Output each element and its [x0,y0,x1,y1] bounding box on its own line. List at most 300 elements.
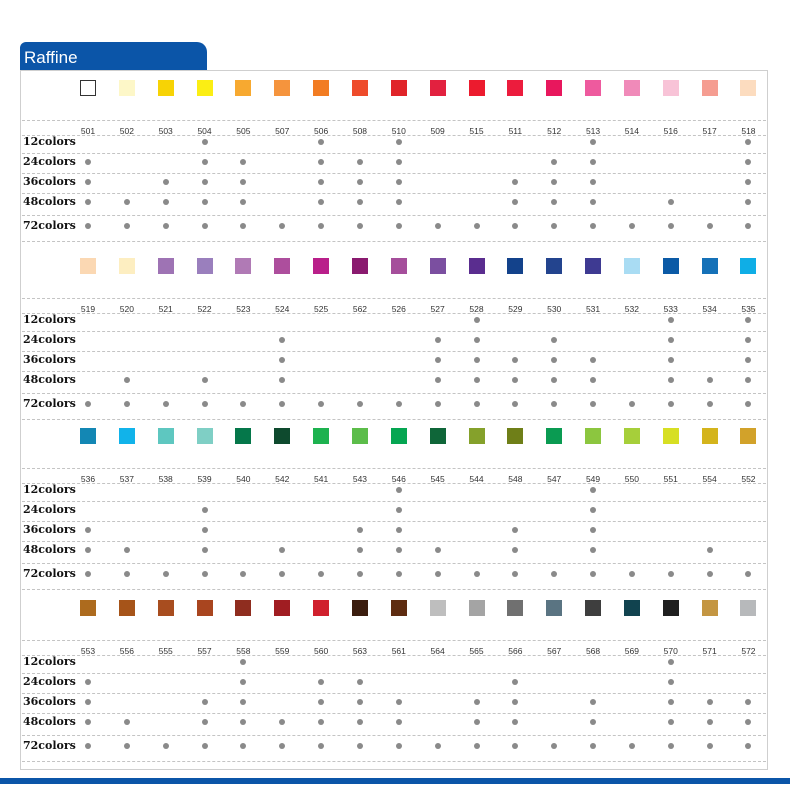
included-dot [124,401,130,407]
set-label-36colors: 36colors [23,353,76,366]
included-dot [590,743,596,749]
included-dot [474,719,480,725]
color-code-label: 533 [663,304,678,314]
included-dot [707,699,713,705]
row-separator [22,521,766,522]
included-dot [202,507,208,513]
color-swatch-563 [352,600,368,616]
set-label-24colors: 24colors [23,333,76,346]
included-dot [668,401,674,407]
color-swatch-539 [197,428,213,444]
color-code-label: 553 [80,646,96,656]
included-dot [668,317,674,323]
included-dot [202,527,208,533]
included-dot [396,139,402,145]
included-dot [474,377,480,383]
row-separator [22,468,766,469]
row-separator [22,371,766,372]
included-dot [668,571,674,577]
color-code-label: 535 [741,304,756,314]
color-code-label: 563 [352,646,368,656]
included-dot [590,487,596,493]
row-separator [22,173,766,174]
color-code-label: 515 [469,126,484,136]
color-swatch-554 [702,428,718,444]
included-dot [668,223,674,229]
color-code-label: 511 [508,126,523,136]
row-separator [22,193,766,194]
color-code-label: 551 [663,474,678,484]
color-code-label: 559 [275,646,290,656]
color-swatch-543 [352,428,368,444]
included-dot [357,401,363,407]
included-dot [357,547,363,553]
color-code-label: 554 [702,474,717,484]
color-swatch-562 [352,258,368,274]
set-label-24colors: 24colors [23,155,76,168]
color-swatch-555 [158,600,174,616]
color-swatch-542 [274,428,290,444]
color-code-label: 547 [547,474,562,484]
included-dot [85,699,91,705]
color-code-label: 510 [391,126,406,136]
color-code-label: 536 [80,474,96,484]
color-code-label: 546 [391,474,406,484]
color-code-label: 568 [585,646,601,656]
included-dot [629,401,635,407]
included-dot [85,743,91,749]
color-swatch-512 [546,80,562,96]
included-dot [590,719,596,725]
color-swatch-510 [391,80,407,96]
color-swatch-541 [313,428,329,444]
color-code-label: 565 [469,646,484,656]
set-label-72colors: 72colors [23,219,76,232]
color-code-label: 532 [624,304,639,314]
included-dot [202,743,208,749]
color-swatch-553 [80,600,96,616]
set-label-72colors: 72colors [23,397,76,410]
color-swatch-527 [430,258,446,274]
set-label-12colors: 12colors [23,313,76,326]
color-swatch-535 [740,258,756,274]
included-dot [590,401,596,407]
included-dot [474,401,480,407]
color-code-label: 516 [663,126,678,136]
included-dot [590,377,596,383]
color-swatch-551 [663,428,679,444]
included-dot [668,357,674,363]
included-dot [396,223,402,229]
color-swatch-560 [313,600,329,616]
color-swatch-508 [352,80,368,96]
included-dot [163,571,169,577]
row-separator [22,153,766,154]
color-code-label: 518 [741,126,756,136]
included-dot [590,357,596,363]
color-code-label: 502 [119,126,134,136]
color-code-label: 545 [430,474,445,484]
set-label-48colors: 48colors [23,543,76,556]
color-swatch-559 [274,600,290,616]
set-label-72colors: 72colors [23,567,76,580]
row-separator [22,501,766,502]
included-dot [85,679,91,685]
included-dot [590,179,596,185]
included-dot [668,679,674,685]
color-code-label: 558 [236,646,251,656]
included-dot [707,223,713,229]
color-swatch-515 [469,80,485,96]
included-dot [707,719,713,725]
included-dot [163,179,169,185]
included-dot [590,223,596,229]
included-dot [590,199,596,205]
included-dot [435,743,441,749]
included-dot [202,139,208,145]
color-swatch-523 [235,258,251,274]
color-swatch-531 [585,258,601,274]
color-swatch-544 [469,428,485,444]
included-dot [357,223,363,229]
color-swatch-526 [391,258,407,274]
color-code-label: 562 [352,304,368,314]
included-dot [357,527,363,533]
color-code-label: 521 [158,304,173,314]
included-dot [396,179,402,185]
color-swatch-549 [585,428,601,444]
color-swatch-572 [740,600,756,616]
row-separator [22,120,766,121]
included-dot [124,223,130,229]
color-swatch-524 [274,258,290,274]
row-separator [22,640,766,641]
color-swatch-537 [119,428,135,444]
color-code-label: 525 [314,304,329,314]
included-dot [435,571,441,577]
color-code-label: 569 [624,646,639,656]
color-code-label: 543 [352,474,368,484]
included-dot [668,719,674,725]
color-code-label: 507 [275,126,290,136]
color-swatch-520 [119,258,135,274]
color-code-label: 539 [197,474,212,484]
color-swatch-534 [702,258,718,274]
included-dot [202,377,208,383]
set-label-36colors: 36colors [23,175,76,188]
color-swatch-557 [197,600,213,616]
color-code-label: 548 [508,474,523,484]
color-code-label: 506 [314,126,329,136]
included-dot [85,527,91,533]
included-dot [435,337,441,343]
included-dot [85,547,91,553]
color-swatch-517 [702,80,718,96]
included-dot [474,571,480,577]
included-dot [668,377,674,383]
included-dot [357,699,363,705]
color-swatch-506 [313,80,329,96]
included-dot [163,223,169,229]
row-separator [22,298,766,299]
included-dot [85,159,91,165]
color-code-label: 513 [585,126,601,136]
color-swatch-532 [624,258,640,274]
included-dot [396,743,402,749]
color-code-label: 570 [663,646,678,656]
included-dot [396,527,402,533]
page-title: Raffine [24,48,78,67]
color-code-label: 566 [508,646,523,656]
color-swatch-550 [624,428,640,444]
included-dot [396,199,402,205]
included-dot [396,699,402,705]
included-dot [357,179,363,185]
color-swatch-565 [469,600,485,616]
color-code-label: 556 [119,646,134,656]
included-dot [474,743,480,749]
included-dot [85,179,91,185]
color-swatch-511 [507,80,523,96]
included-dot [85,199,91,205]
included-dot [629,743,635,749]
color-swatch-567 [546,600,562,616]
color-code-label: 541 [314,474,329,484]
color-swatch-501 [80,80,96,96]
row-separator [22,735,766,736]
color-swatch-530 [546,258,562,274]
color-code-label: 503 [158,126,173,136]
color-code-label: 526 [391,304,406,314]
set-label-12colors: 12colors [23,655,76,668]
included-dot [396,571,402,577]
color-swatch-519 [80,258,96,274]
color-code-label: 508 [352,126,368,136]
included-dot [85,719,91,725]
color-code-label: 531 [585,304,601,314]
included-dot [357,719,363,725]
included-dot [163,743,169,749]
included-dot [357,679,363,685]
included-dot [124,199,130,205]
color-code-label: 530 [547,304,562,314]
color-code-label: 519 [80,304,96,314]
color-code-label: 560 [314,646,329,656]
set-label-24colors: 24colors [23,675,76,688]
included-dot [202,571,208,577]
included-dot [590,571,596,577]
color-code-label: 504 [197,126,212,136]
color-swatch-569 [624,600,640,616]
included-dot [435,223,441,229]
color-code-label: 528 [469,304,484,314]
color-swatch-513 [585,80,601,96]
color-swatch-556 [119,600,135,616]
brand-tab [20,42,207,73]
set-label-48colors: 48colors [23,373,76,386]
included-dot [163,401,169,407]
included-dot [202,179,208,185]
row-separator [22,693,766,694]
included-dot [124,547,130,553]
color-code-label: 552 [741,474,756,484]
row-separator [22,331,766,332]
color-code-label: 567 [547,646,562,656]
color-swatch-502 [119,80,135,96]
color-swatch-503 [158,80,174,96]
set-label-48colors: 48colors [23,195,76,208]
row-separator [22,419,766,420]
set-label-24colors: 24colors [23,503,76,516]
included-dot [396,159,402,165]
included-dot [435,547,441,553]
included-dot [396,719,402,725]
included-dot [85,223,91,229]
included-dot [396,507,402,513]
color-swatch-566 [507,600,523,616]
included-dot [202,159,208,165]
color-code-label: 542 [275,474,290,484]
included-dot [707,547,713,553]
included-dot [85,571,91,577]
included-dot [668,699,674,705]
color-code-label: 549 [585,474,601,484]
color-code-label: 522 [197,304,212,314]
color-code-label: 544 [469,474,484,484]
color-code-label: 571 [702,646,717,656]
color-code-label: 517 [702,126,717,136]
set-label-36colors: 36colors [23,695,76,708]
color-swatch-552 [740,428,756,444]
color-swatch-571 [702,600,718,616]
color-swatch-568 [585,600,601,616]
included-dot [629,223,635,229]
included-dot [202,223,208,229]
color-swatch-514 [624,80,640,96]
included-dot [474,357,480,363]
color-swatch-516 [663,80,679,96]
color-swatch-540 [235,428,251,444]
color-code-label: 564 [430,646,445,656]
included-dot [474,317,480,323]
color-code-label: 509 [430,126,445,136]
color-code-label: 557 [197,646,212,656]
set-label-12colors: 12colors [23,135,76,148]
included-dot [202,699,208,705]
color-code-label: 523 [236,304,251,314]
row-separator [22,241,766,242]
color-code-label: 524 [275,304,290,314]
color-chart-panel [20,70,768,770]
included-dot [707,571,713,577]
included-dot [124,571,130,577]
color-code-label: 514 [624,126,639,136]
color-code-label: 529 [508,304,523,314]
bottom-accent-bar [0,778,790,784]
row-separator [22,761,766,762]
color-code-label: 520 [119,304,134,314]
color-swatch-570 [663,600,679,616]
color-swatch-518 [740,80,756,96]
row-separator [22,215,766,216]
included-dot [357,199,363,205]
included-dot [124,743,130,749]
included-dot [590,139,596,145]
color-code-label: 538 [158,474,173,484]
included-dot [202,401,208,407]
row-separator [22,393,766,394]
included-dot [707,401,713,407]
row-separator [22,673,766,674]
row-separator [22,541,766,542]
included-dot [396,547,402,553]
included-dot [474,337,480,343]
color-code-label: 537 [119,474,134,484]
color-swatch-548 [507,428,523,444]
color-code-label: 512 [547,126,562,136]
color-code-label: 527 [430,304,445,314]
color-code-label: 555 [158,646,173,656]
color-swatch-507 [274,80,290,96]
color-swatch-529 [507,258,523,274]
included-dot [590,547,596,553]
color-swatch-547 [546,428,562,444]
color-swatch-533 [663,258,679,274]
row-separator [22,589,766,590]
included-dot [590,159,596,165]
color-swatch-561 [391,600,407,616]
included-dot [474,223,480,229]
color-code-label: 572 [741,646,756,656]
included-dot [707,743,713,749]
included-dot [474,699,480,705]
color-swatch-536 [80,428,96,444]
color-swatch-564 [430,600,446,616]
included-dot [707,377,713,383]
color-swatch-521 [158,258,174,274]
color-swatch-545 [430,428,446,444]
set-label-36colors: 36colors [23,523,76,536]
included-dot [435,377,441,383]
color-code-label: 550 [624,474,639,484]
included-dot [668,743,674,749]
included-dot [202,547,208,553]
row-separator [22,351,766,352]
included-dot [357,159,363,165]
included-dot [163,199,169,205]
included-dot [668,659,674,665]
color-swatch-522 [197,258,213,274]
included-dot [668,337,674,343]
included-dot [435,357,441,363]
row-separator [22,713,766,714]
included-dot [396,401,402,407]
included-dot [668,199,674,205]
color-swatch-509 [430,80,446,96]
included-dot [202,719,208,725]
included-dot [396,487,402,493]
included-dot [590,507,596,513]
included-dot [435,401,441,407]
color-code-label: 501 [80,126,96,136]
color-swatch-538 [158,428,174,444]
color-swatch-546 [391,428,407,444]
included-dot [357,571,363,577]
included-dot [85,401,91,407]
included-dot [357,743,363,749]
color-swatch-504 [197,80,213,96]
included-dot [202,199,208,205]
